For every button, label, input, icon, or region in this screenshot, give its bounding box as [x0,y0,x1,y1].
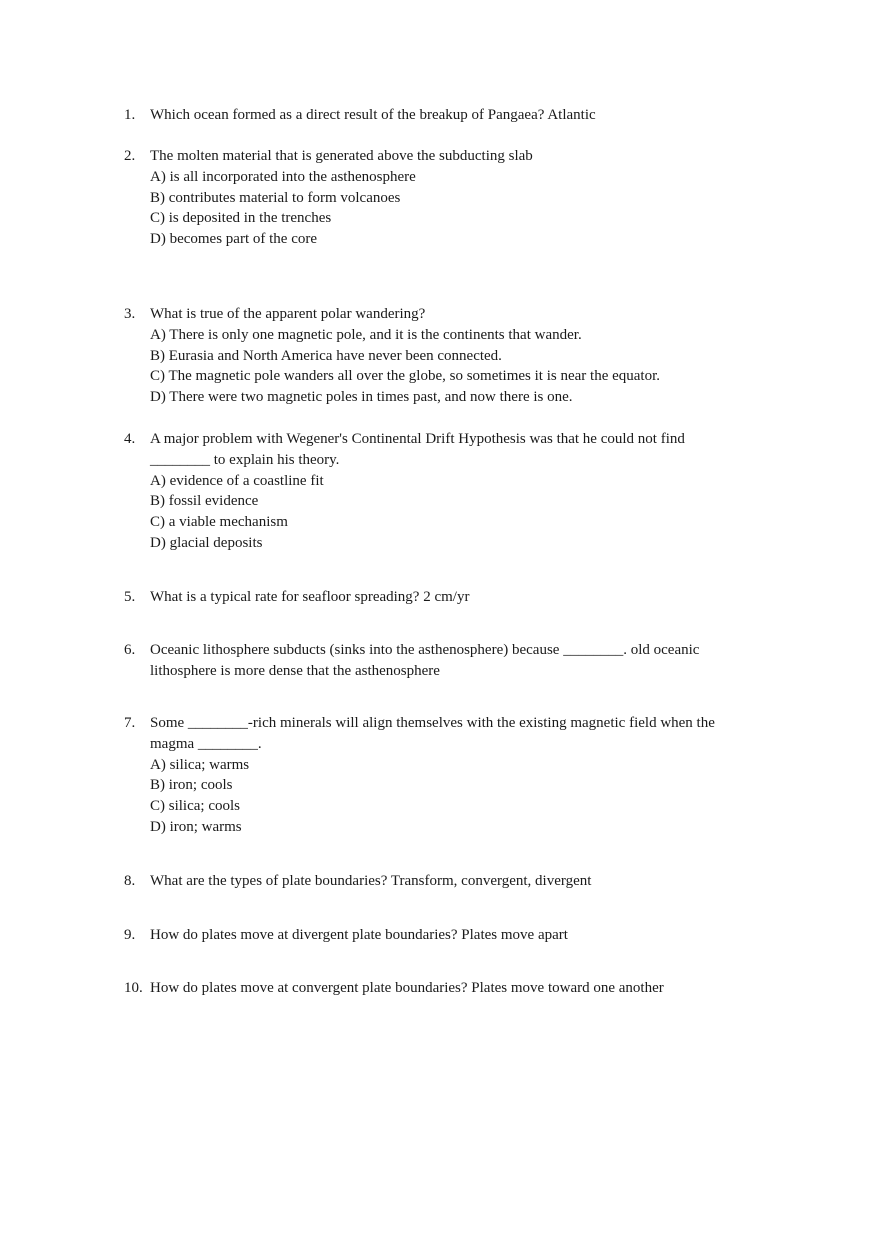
question-text-continued: ________ to explain his theory. [150,451,340,468]
question-9 [124,925,764,946]
answer-option-c: C) a viable mechanism [150,514,288,531]
answer-option-b: B) contributes material to form volcanoes [150,189,401,206]
question-3 [124,304,764,408]
answer-option-c: C) is deposited in the trenches [150,210,332,227]
question-4 [124,429,764,554]
question-text: A major problem with Wegener's Continental Drift Hypothesis was that he could not find [150,431,685,447]
question-number: 3. [124,306,136,322]
answer-option-c: C) silica; cools [150,798,240,815]
answer-option-d: D) iron; warms [150,818,242,835]
question-text: The molten material that is generated above the subducting slab [150,148,533,164]
question-text: What are the types of plate boundaries? Transform, convergent, divergent [150,873,592,889]
answer-option-a: A) silica; warms [150,756,250,773]
question-number: 7. [124,715,136,731]
question-number: 6. [124,642,136,658]
question-number: 2. [124,148,136,164]
question-text: What is a typical rate for seafloor spreading? 2 cm/yr [150,589,470,605]
question-1 [124,105,764,126]
question-8 [124,871,764,892]
question-5 [124,587,764,608]
question-number: 5. [124,589,136,605]
question-6 [124,640,764,682]
answer-option-b: B) iron; cools [150,777,233,794]
answer-option-d: D) glacial deposits [150,534,263,551]
question-10 [124,978,764,999]
question-number: 8. [124,873,136,889]
question-text: Some ________-rich minerals will align themselves with the existing magnetic field when the [150,715,715,731]
question-number: 4. [124,431,136,447]
question-text: What is true of the apparent polar wandering? [150,306,426,322]
answer-option-b: B) fossil evidence [150,493,259,510]
question-2 [124,146,764,250]
answer-option-b: B) Eurasia and North America have never been connected. [150,347,502,364]
question-text-continued: magma ________. [150,735,262,752]
question-number: 1. [124,107,136,123]
answer-option-a: A) There is only one magnetic pole, and it is the continents that wander. [150,326,582,343]
answer-option-d: D) There were two magnetic poles in times past, and now there is one. [150,389,573,406]
answer-option-c: C) The magnetic pole wanders all over the globe, so sometimes it is near the equator. [150,368,660,385]
question-number: 9. [124,927,136,943]
question-text-continued: lithosphere is more dense that the asthenosphere [150,662,440,679]
question-text: How do plates move at divergent plate boundaries? Plates move apart [150,927,568,943]
answer-option-a: A) evidence of a coastline fit [150,472,324,489]
question-text: Which ocean formed as a direct result of the breakup of Pangaea? Atlantic [150,107,596,123]
question-text: Oceanic lithosphere subducts (sinks into the asthenosphere) because ________. old oceanic [150,642,700,658]
answer-option-d: D) becomes part of the core [150,231,318,248]
question-text: How do plates move at convergent plate boundaries? Plates move toward one another [150,980,664,996]
question-number: 10. [124,980,143,996]
question-7 [124,713,764,838]
answer-option-a: A) is all incorporated into the asthenosphere [150,168,416,185]
